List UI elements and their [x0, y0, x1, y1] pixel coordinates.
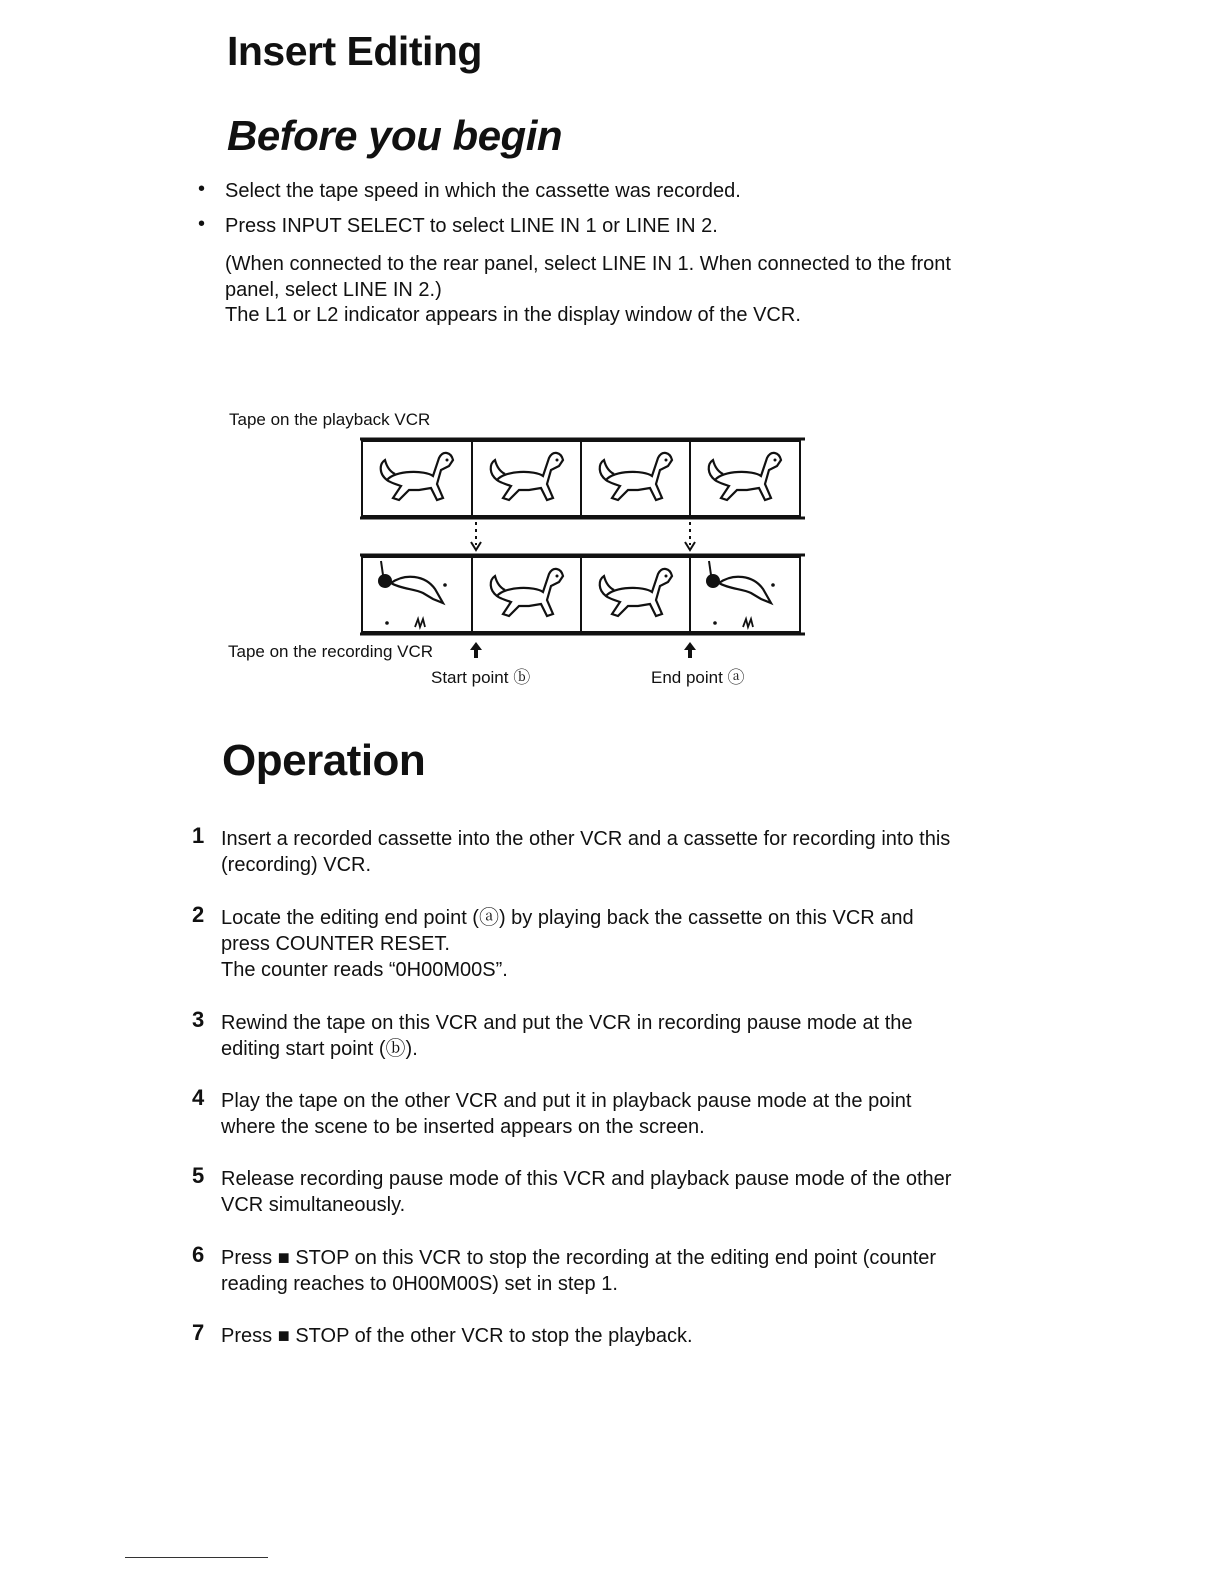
step-number: 7 — [192, 1320, 205, 1345]
playback-tape-label: Tape on the playback VCR — [229, 410, 431, 429]
point-arrows — [470, 642, 696, 658]
step-text — [221, 1010, 1041, 1062]
step-number: 3 — [192, 1007, 205, 1032]
step-line: Play the tape on the other VCR and put it in playback pause mode at the point — [221, 1090, 912, 1112]
playback-tape — [360, 439, 805, 518]
note-line: panel, select LINE IN 2.) — [225, 279, 442, 301]
step-line: (recording) VCR. — [221, 854, 372, 876]
step-line: Rewind the tape on this VCR and put the VCR in recording pause mode at the — [221, 1012, 913, 1034]
start-point-arrow-icon — [470, 642, 482, 658]
horse-frame-image — [709, 453, 781, 500]
step-number: 5 — [192, 1163, 205, 1188]
footer-rule — [125, 1557, 268, 1558]
bullet-icon: • — [198, 213, 206, 235]
step-line: reading reaches to 0H00M00S) set in step 1. — [221, 1273, 618, 1295]
step-text — [221, 826, 1041, 878]
step-text — [221, 1323, 1041, 1349]
step-line: press COUNTER RESET. — [221, 933, 450, 955]
step-line: Insert a recorded cassette into the other VCR and a cassette for recording into this — [221, 828, 951, 850]
step-number: 4 — [192, 1085, 205, 1110]
bullet-text: Press INPUT SELECT to select LINE IN 1 or LINE IN 2. — [225, 215, 718, 237]
step-number: 6 — [192, 1242, 205, 1267]
horse-frame-image — [600, 569, 672, 616]
transfer-arrows — [471, 522, 695, 550]
step-line: editing start point (ⓑ). — [221, 1038, 418, 1060]
step-number: 1 — [192, 823, 205, 848]
step-line: Press ■ STOP on this VCR to stop the recording at the editing end point (counter — [221, 1247, 937, 1269]
step-text — [221, 1166, 1041, 1218]
note-line: (When connected to the rear panel, select LINE IN 1. When connected to the front — [225, 253, 951, 275]
step-line: The counter reads “0H00M00S”. — [221, 959, 508, 981]
step-line: where the scene to be inserted appears on the screen. — [221, 1116, 705, 1138]
step-line: Press ■ STOP of the other VCR to stop the playback. — [221, 1325, 693, 1347]
bullet-text: Select the tape speed in which the cassette was recorded. — [225, 180, 741, 202]
step-line: Release recording pause mode of this VCR and playback pause mode of the other — [221, 1168, 952, 1190]
end-point-label: End point ⓐ — [651, 668, 745, 687]
end-point-arrow-icon — [684, 642, 696, 658]
dolphin-frame-image — [378, 561, 447, 627]
horse-frame-image — [600, 453, 672, 500]
note-line: The L1 or L2 indicator appears in the display window of the VCR. — [225, 304, 801, 326]
tape-diagram — [350, 430, 820, 670]
bullet-icon: • — [198, 178, 206, 200]
horse-frame-image — [381, 453, 453, 500]
page-title: Insert Editing — [227, 28, 482, 74]
step-text — [221, 905, 1041, 983]
dolphin-frame-image — [706, 561, 775, 627]
operation-heading: Operation — [222, 736, 426, 785]
step-text — [221, 1245, 1041, 1297]
step-line: Locate the editing end point (ⓐ) by playing back the cassette on this VCR and — [221, 907, 914, 929]
step-text — [221, 1088, 1041, 1140]
start-point-label: Start point ⓑ — [431, 668, 531, 687]
horse-frame-image — [491, 569, 563, 616]
before-you-begin-heading: Before you begin — [227, 112, 563, 159]
step-line: VCR simultaneously. — [221, 1194, 406, 1216]
recording-tape-label: Tape on the recording VCR — [228, 642, 434, 661]
recording-tape — [360, 555, 805, 634]
step-number: 2 — [192, 902, 205, 927]
horse-frame-image — [491, 453, 563, 500]
